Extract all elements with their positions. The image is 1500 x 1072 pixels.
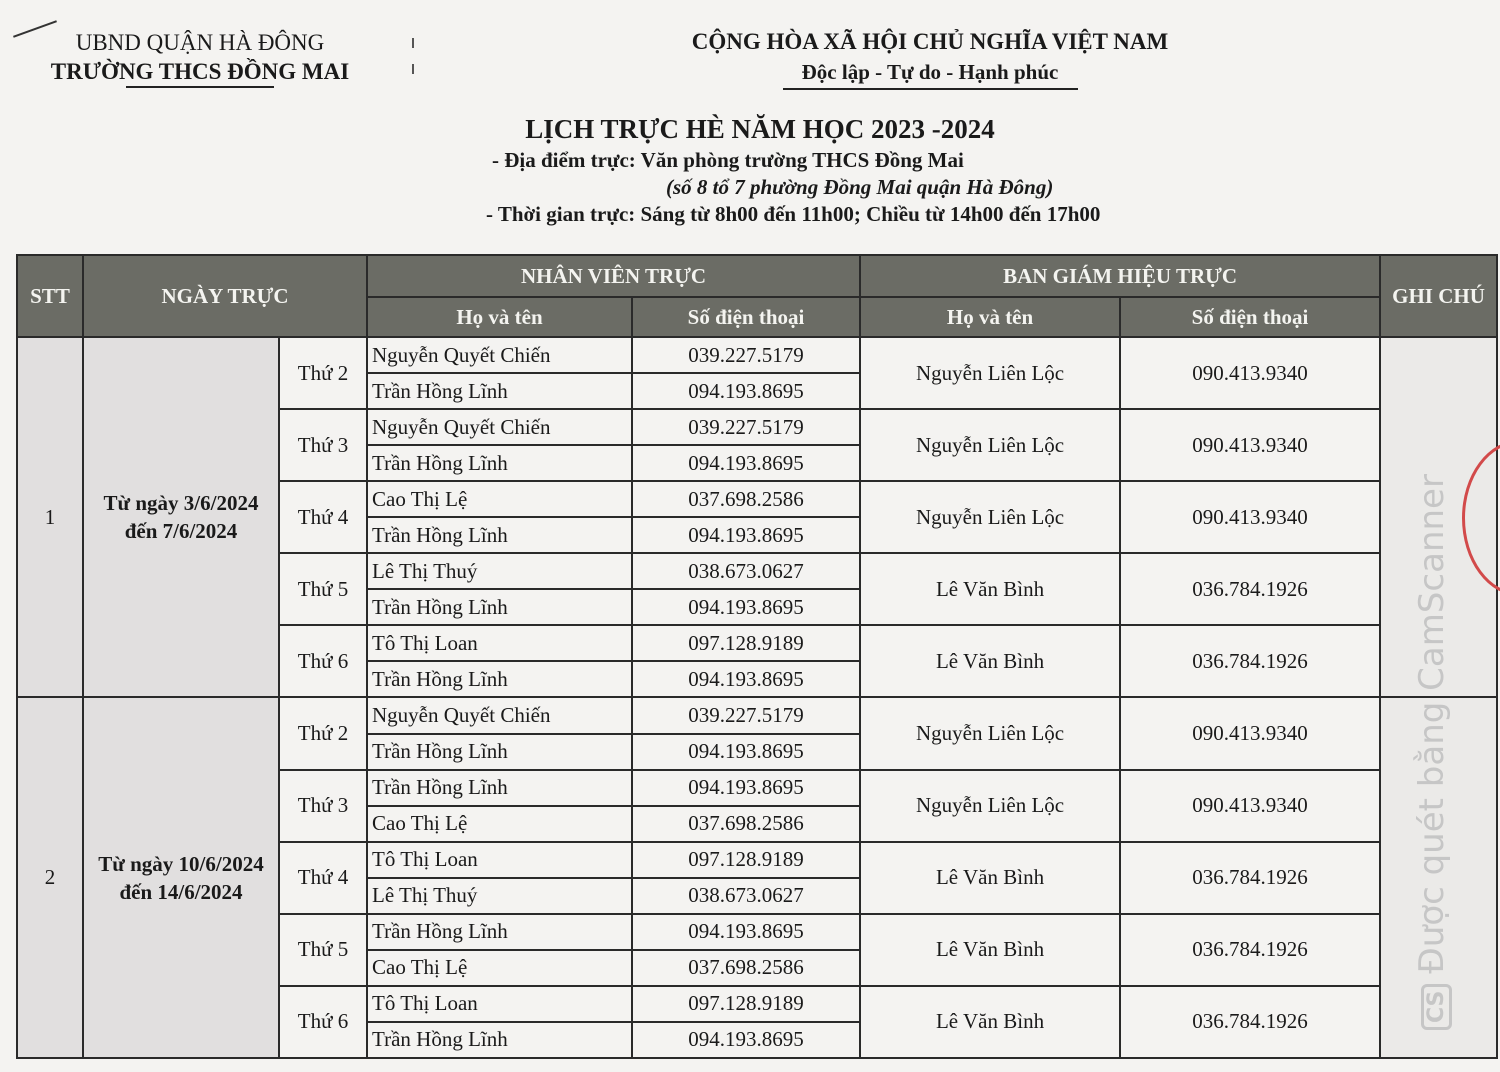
table-row bbox=[17, 337, 1497, 373]
document-title: LỊCH TRỰC HÈ NĂM HỌC 2023 -2024 bbox=[525, 114, 995, 144]
staff-name: Trần Hồng Lĩnh bbox=[367, 589, 632, 625]
staff-phone: 094.193.8695 bbox=[632, 589, 860, 625]
staff-phone: 037.698.2586 bbox=[632, 806, 860, 842]
camscanner-logo-icon: CS bbox=[1421, 984, 1452, 1030]
header-date: NGÀY TRỰC bbox=[83, 255, 367, 337]
staff-name: Nguyễn Quyết Chiến bbox=[367, 409, 632, 445]
staff-name: Trần Hồng Lĩnh bbox=[367, 517, 632, 553]
staff-phone: 094.193.8695 bbox=[632, 445, 860, 481]
weekday-label: Thứ 5 bbox=[279, 914, 367, 986]
weekday-label: Thứ 2 bbox=[279, 337, 367, 409]
staff-phone: 094.193.8695 bbox=[632, 770, 860, 806]
duty-schedule-table bbox=[16, 254, 1498, 1059]
board-name: Nguyễn Liên Lộc bbox=[860, 481, 1120, 553]
staff-name: Tô Thị Loan bbox=[367, 986, 632, 1022]
divider-mark bbox=[412, 64, 414, 74]
staff-name: Cao Thị Lệ bbox=[367, 950, 632, 986]
staff-name: Trần Hồng Lĩnh bbox=[367, 734, 632, 770]
board-name: Lê Văn Bình bbox=[860, 914, 1120, 986]
weekday-label: Thứ 3 bbox=[279, 770, 367, 842]
staff-phone: 097.128.9189 bbox=[632, 842, 860, 878]
week-date-range: Từ ngày 3/6/2024 đến 7/6/2024 bbox=[83, 337, 279, 697]
header-board-name: Họ và tên bbox=[860, 297, 1120, 337]
org-line-2: TRƯỜNG THCS ĐỒNG MAI bbox=[50, 59, 350, 84]
organization-header bbox=[20, 28, 380, 88]
staff-name: Trần Hồng Lĩnh bbox=[367, 445, 632, 481]
board-name: Nguyễn Liên Lộc bbox=[860, 770, 1120, 842]
staff-phone: 097.128.9189 bbox=[632, 986, 860, 1022]
weekday-label: Thứ 2 bbox=[279, 697, 367, 769]
staff-phone: 039.227.5179 bbox=[632, 337, 860, 373]
staff-name: Tô Thị Loan bbox=[367, 625, 632, 661]
staff-phone: 094.193.8695 bbox=[632, 517, 860, 553]
nation-header bbox=[640, 28, 1220, 90]
board-phone: 090.413.9340 bbox=[1120, 409, 1380, 481]
week-number: 1 bbox=[17, 337, 83, 697]
board-name: Nguyễn Liên Lộc bbox=[860, 337, 1120, 409]
weekday-label: Thứ 4 bbox=[279, 481, 367, 553]
board-name: Lê Văn Bình bbox=[860, 625, 1120, 697]
location-line: - Địa điểm trực: Văn phòng trường THCS Đồng Mai bbox=[492, 148, 964, 172]
board-phone: 090.413.9340 bbox=[1120, 337, 1380, 409]
watermark-text: Được quét bằng CamScanner bbox=[1412, 474, 1452, 974]
header-staff-name: Họ và tên bbox=[367, 297, 632, 337]
staff-name: Trần Hồng Lĩnh bbox=[367, 770, 632, 806]
staff-name: Lê Thị Thuý bbox=[367, 553, 632, 589]
staff-name: Nguyễn Quyết Chiến bbox=[367, 697, 632, 733]
staff-phone: 094.193.8695 bbox=[632, 734, 860, 770]
board-phone: 036.784.1926 bbox=[1120, 625, 1380, 697]
board-phone: 036.784.1926 bbox=[1120, 553, 1380, 625]
header-staff: NHÂN VIÊN TRỰC bbox=[367, 255, 860, 297]
week-number: 2 bbox=[17, 697, 83, 1058]
staff-name: Cao Thị Lệ bbox=[367, 481, 632, 517]
staff-phone: 094.193.8695 bbox=[632, 914, 860, 950]
table-row bbox=[17, 697, 1497, 733]
staff-name: Trần Hồng Lĩnh bbox=[367, 914, 632, 950]
board-phone: 090.413.9340 bbox=[1120, 481, 1380, 553]
time-line: - Thời gian trực: Sáng từ 8h00 đến 11h00; Chiều từ 14h00 đến 17h00 bbox=[486, 202, 1101, 226]
board-name: Lê Văn Bình bbox=[860, 986, 1120, 1058]
staff-name: Trần Hồng Lĩnh bbox=[367, 373, 632, 409]
header-board-phone: Số điện thoại bbox=[1120, 297, 1380, 337]
staff-phone: 039.227.5179 bbox=[632, 697, 860, 733]
weekday-label: Thứ 6 bbox=[279, 625, 367, 697]
staff-name: Lê Thị Thuý bbox=[367, 878, 632, 914]
staff-phone: 094.193.8695 bbox=[632, 661, 860, 697]
staff-name: Tô Thị Loan bbox=[367, 842, 632, 878]
staff-name: Trần Hồng Lĩnh bbox=[367, 1022, 632, 1058]
header-staff-phone: Số điện thoại bbox=[632, 297, 860, 337]
board-name: Nguyễn Liên Lộc bbox=[860, 697, 1120, 769]
divider-mark bbox=[412, 38, 414, 48]
weekday-label: Thứ 4 bbox=[279, 842, 367, 914]
staff-name: Nguyễn Quyết Chiến bbox=[367, 337, 632, 373]
weekday-label: Thứ 3 bbox=[279, 409, 367, 481]
staff-phone: 038.673.0627 bbox=[632, 878, 860, 914]
staff-phone: 094.193.8695 bbox=[632, 373, 860, 409]
motto-underline bbox=[783, 88, 1078, 90]
header-note: GHI CHÚ bbox=[1380, 255, 1497, 337]
week-date-range: Từ ngày 10/6/2024 đến 14/6/2024 bbox=[83, 697, 279, 1058]
org-underline bbox=[126, 86, 274, 88]
board-phone: 090.413.9340 bbox=[1120, 770, 1380, 842]
board-name: Nguyễn Liên Lộc bbox=[860, 409, 1120, 481]
staff-phone: 039.227.5179 bbox=[632, 409, 860, 445]
nation-line-1: CỘNG HÒA XÃ HỘI CHỦ NGHĨA VIỆT NAM bbox=[691, 29, 1169, 54]
address-line: (số 8 tổ 7 phường Đồng Mai quận Hà Đông) bbox=[666, 175, 1054, 199]
weekday-label: Thứ 6 bbox=[279, 986, 367, 1058]
staff-phone: 037.698.2586 bbox=[632, 950, 860, 986]
org-line-1: UBND QUẬN HÀ ĐÔNG bbox=[75, 30, 325, 55]
board-phone: 036.784.1926 bbox=[1120, 914, 1380, 986]
staff-phone: 097.128.9189 bbox=[632, 625, 860, 661]
board-name: Lê Văn Bình bbox=[860, 553, 1120, 625]
board-phone: 090.413.9340 bbox=[1120, 697, 1380, 769]
header-stt: STT bbox=[17, 255, 83, 337]
board-phone: 036.784.1926 bbox=[1120, 986, 1380, 1058]
staff-phone: 094.193.8695 bbox=[632, 1022, 860, 1058]
staff-phone: 038.673.0627 bbox=[632, 553, 860, 589]
board-phone: 036.784.1926 bbox=[1120, 842, 1380, 914]
board-name: Lê Văn Bình bbox=[860, 842, 1120, 914]
staff-phone: 037.698.2586 bbox=[632, 481, 860, 517]
nation-motto: Độc lập - Tự do - Hạnh phúc bbox=[801, 60, 1059, 84]
weekday-label: Thứ 5 bbox=[279, 553, 367, 625]
header-board: BAN GIÁM HIỆU TRỰC bbox=[860, 255, 1380, 297]
scanner-watermark bbox=[1412, 474, 1452, 1030]
staff-name: Cao Thị Lệ bbox=[367, 806, 632, 842]
staff-name: Trần Hồng Lĩnh bbox=[367, 661, 632, 697]
